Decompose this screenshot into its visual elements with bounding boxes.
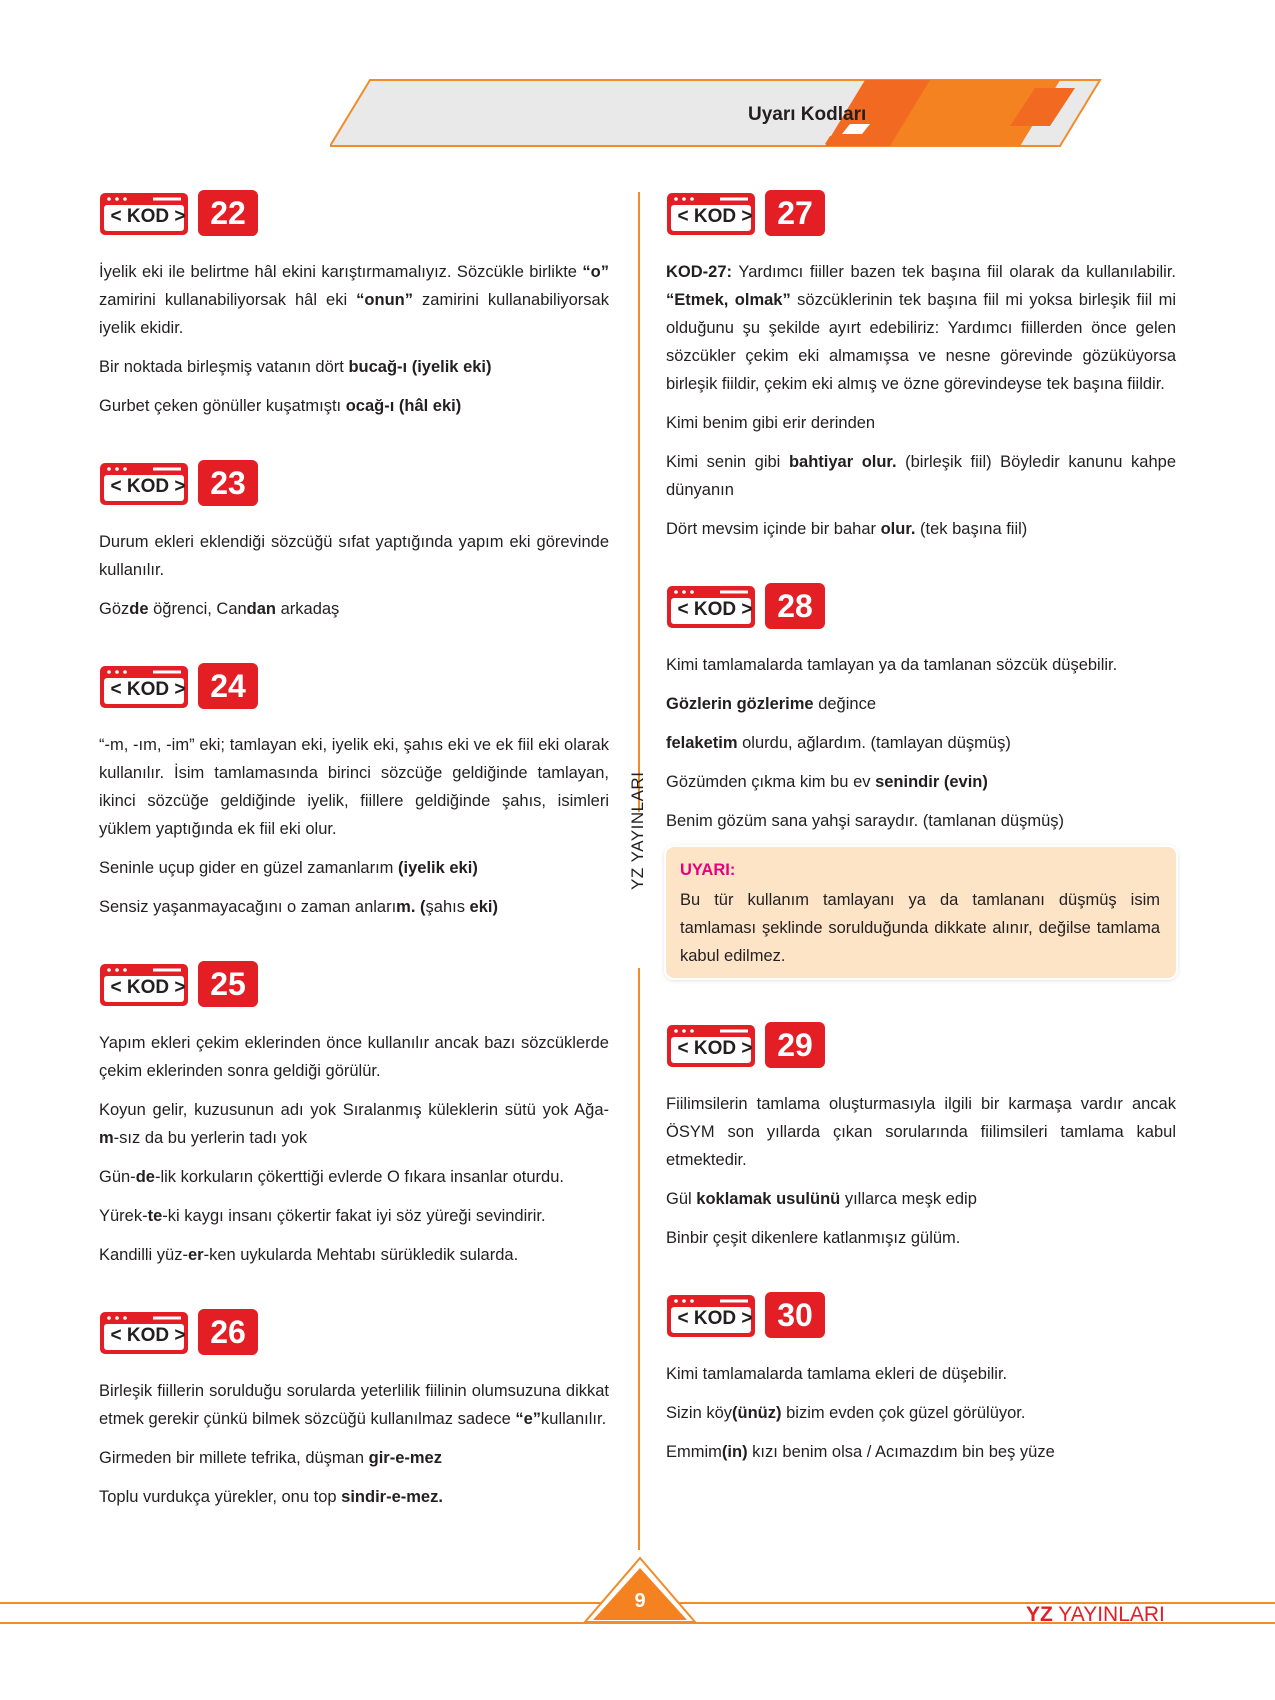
kod-number: 23 <box>198 460 258 506</box>
vertical-brand-text: YZ YAYINLARI <box>628 771 647 890</box>
example-line: Dört mevsim içinde bir bahar olur. (tek başına fiil) <box>666 520 1028 538</box>
kod-23-section <box>99 460 609 623</box>
example-line: Kimi benim gibi erir derinden <box>666 414 876 432</box>
kod-header <box>99 190 609 240</box>
paragraph: Fiilimsilerin tamlama oluşturmasıyla ilgili bir karmaşa vardır ancak ÖSYM son yıllarda çıkan sorularında fiilimsileri tamlama kabul etmektedir. <box>666 1095 1176 1169</box>
kod-number: 30 <box>765 1292 825 1338</box>
example-line: Binbir çeşit dikenlere katlanmışız gülüm. <box>666 1229 961 1247</box>
kod-number: 27 <box>765 190 825 236</box>
kod-label: < KOD > <box>110 1325 186 1346</box>
kod-27-section <box>666 190 1176 543</box>
warning-title: UYARI: <box>680 861 736 879</box>
example-line: Emmim(in) kızı benim olsa / Acımazdım bin beş yüze <box>666 1443 1055 1461</box>
kod-label: < KOD > <box>677 599 753 620</box>
kod-25-section <box>99 961 609 1269</box>
paragraph: Kimi tamlamalarda tamlayan ya da tamlanan sözcük düşebilir. <box>666 656 1118 674</box>
example-line: Gözümden çıkma kim bu ev senindir (evin) <box>666 773 988 791</box>
paragraph: KOD-27: Yardımcı fiiller bazen tek başına fiil olarak da kullanılabilir. “Etmek, olmak” sözcüklerinin tek başına fiil mi yoksa birleşik fiil mi olduğunu şu şekilde ayırt edebiliriz: Yardımcı fiillerden önce gelen sözcükler çekim eki almamışsa ve nesne görevinde gözüküyorsa birleşik fiildir, çekim eki almış ve özne görevindeyse tek başına fiildir. <box>666 263 1176 393</box>
kod-number: 22 <box>198 190 258 236</box>
example-line: Gözlerin gözlerime değince <box>666 695 877 713</box>
example-line: felaketim olurdu, ağlardım. (tamlayan düşmüş) <box>666 734 1011 752</box>
kod-26-section <box>99 1309 609 1511</box>
kod-label: < KOD > <box>110 679 186 700</box>
kod-header <box>99 663 609 713</box>
kod-number: 28 <box>765 583 825 629</box>
example-line: Koyun gelir, kuzusunun adı yok Sıralanmış küleklerin sütü yok Ağa-m-sız da bu yerlerin tadı yok <box>99 1101 609 1147</box>
kod-header <box>666 583 1176 633</box>
paragraph: Kimi tamlamalarda tamlama ekleri de düşebilir. <box>666 1365 1008 1383</box>
kod-label: < KOD > <box>677 1308 753 1329</box>
example-line: Sizin köy(ünüz) bizim evden çok güzel görülüyor. <box>666 1404 1026 1422</box>
example-line: Gözde öğrenci, Candan arkadaş <box>99 600 340 618</box>
warning-box <box>666 847 1176 978</box>
kod-24-section <box>99 663 609 921</box>
kod-28-section <box>666 583 1176 835</box>
paragraph: Birleşik fiillerin sorulduğu sorularda yeterlilik fiilinin olumsuzuna dikkat etmek gerekir çünkü bilmek sözcüğü kullanılmaz sadece “e”kullanılır. <box>99 1382 609 1428</box>
paragraph: “-m, -ım, -im” eki; tamlayan eki, iyelik eki, şahıs eki ve ek fiil eki olarak kullanılır. İsim tamlamasında birinci sözcüğe geldiğinde tamlayan, ikinci sözcüğe geldiğinde iyelik, fiillere geldiğinde şahıs, isimleri yüklem yaptığında ek fiil eki olur. <box>99 736 609 838</box>
kod-number: 25 <box>198 961 258 1007</box>
example-line: Bir noktada birleşmiş vatanın dört bucağ-ı (iyelik eki) <box>99 358 492 376</box>
kod-number: 26 <box>198 1309 258 1355</box>
kod-header <box>99 460 609 510</box>
example-line: Yürek-te-ki kaygı insanı çökertir fakat iyi söz yüreği sevindirir. <box>99 1207 546 1225</box>
example-line: Kimi senin gibi bahtiyar olur. (birleşik fiil) Böyledir kanunu kahpe dünyanın <box>666 453 1177 499</box>
example-line: Toplu vurdukça yürekler, onu top sindir-e-mez. <box>99 1488 443 1506</box>
paragraph: Durum ekleri eklendiği sözcüğü sıfat yaptığında yapım eki görevinde kullanılır. <box>99 533 609 579</box>
kod-number: 29 <box>765 1022 825 1068</box>
kod-label: < KOD > <box>677 206 753 227</box>
kod-label: < KOD > <box>110 476 186 497</box>
footer-brand: YZ YAYINLARI <box>1026 1603 1165 1626</box>
kod-label: < KOD > <box>110 206 186 227</box>
example-line: Seninle uçup gider en güzel zamanlarım (iyelik eki) <box>99 859 478 877</box>
kod-header <box>666 1292 1176 1342</box>
kod-30-section <box>666 1292 1176 1466</box>
example-line: Benim gözüm sana yahşi saraydır. (tamlanan düşmüş) <box>666 812 1065 830</box>
example-line: Girmeden bir millete tefrika, düşman gir-e-mez <box>99 1449 442 1467</box>
example-line: Gül koklamak usulünü yıllarca meşk edip <box>666 1190 977 1208</box>
left-column <box>99 190 609 1551</box>
column-divider <box>638 968 640 1550</box>
example-line: Sensiz yaşanmayacağını o zaman anlarım. (şahıs eki) <box>99 898 498 916</box>
example-line: Gurbet çeken gönüller kuşatmıştı ocağ-ı (hâl eki) <box>99 397 462 415</box>
warning-text: Bu tür kullanım tamlayanı ya da tamlananı düşmüş isim tamlaması şeklinde sorulduğunda dikkate alınır, değilse tamlama kabul edilmez. <box>680 891 1160 965</box>
kod-header <box>666 190 1176 240</box>
example-line: Gün-de-lik korkuların çökerttiği evlerde O fıkara insanlar oturdu. <box>99 1168 564 1186</box>
right-column <box>666 190 1176 1506</box>
column-divider <box>638 192 640 812</box>
paragraph: Yapım ekleri çekim eklerinden önce kullanılır ancak bazı sözcüklerde çekim eklerinden sonra geldiği görülür. <box>99 1034 609 1080</box>
example-line: Kandilli yüz-er-ken uykularda Mehtabı sürükledik sularda. <box>99 1246 519 1264</box>
kod-label: < KOD > <box>677 1038 753 1059</box>
kod-number: 24 <box>198 663 258 709</box>
kod-header <box>99 961 609 1011</box>
paragraph: İyelik eki ile belirtme hâl ekini karıştırmamalıyız. Sözcükle birlikte “o” zamirini kullanabiliyorsak hâl eki “onun” zamirini kullanabiliyorsak iyelik ekidir. <box>99 263 609 337</box>
page-title: Uyarı Kodları <box>748 104 867 125</box>
kod-label: < KOD > <box>110 977 186 998</box>
kod-header <box>666 1022 1176 1072</box>
kod-header <box>99 1309 609 1359</box>
kod-22-section <box>99 190 609 420</box>
kod-29-section <box>666 1022 1176 1252</box>
page-number: 9 <box>634 1590 646 1612</box>
